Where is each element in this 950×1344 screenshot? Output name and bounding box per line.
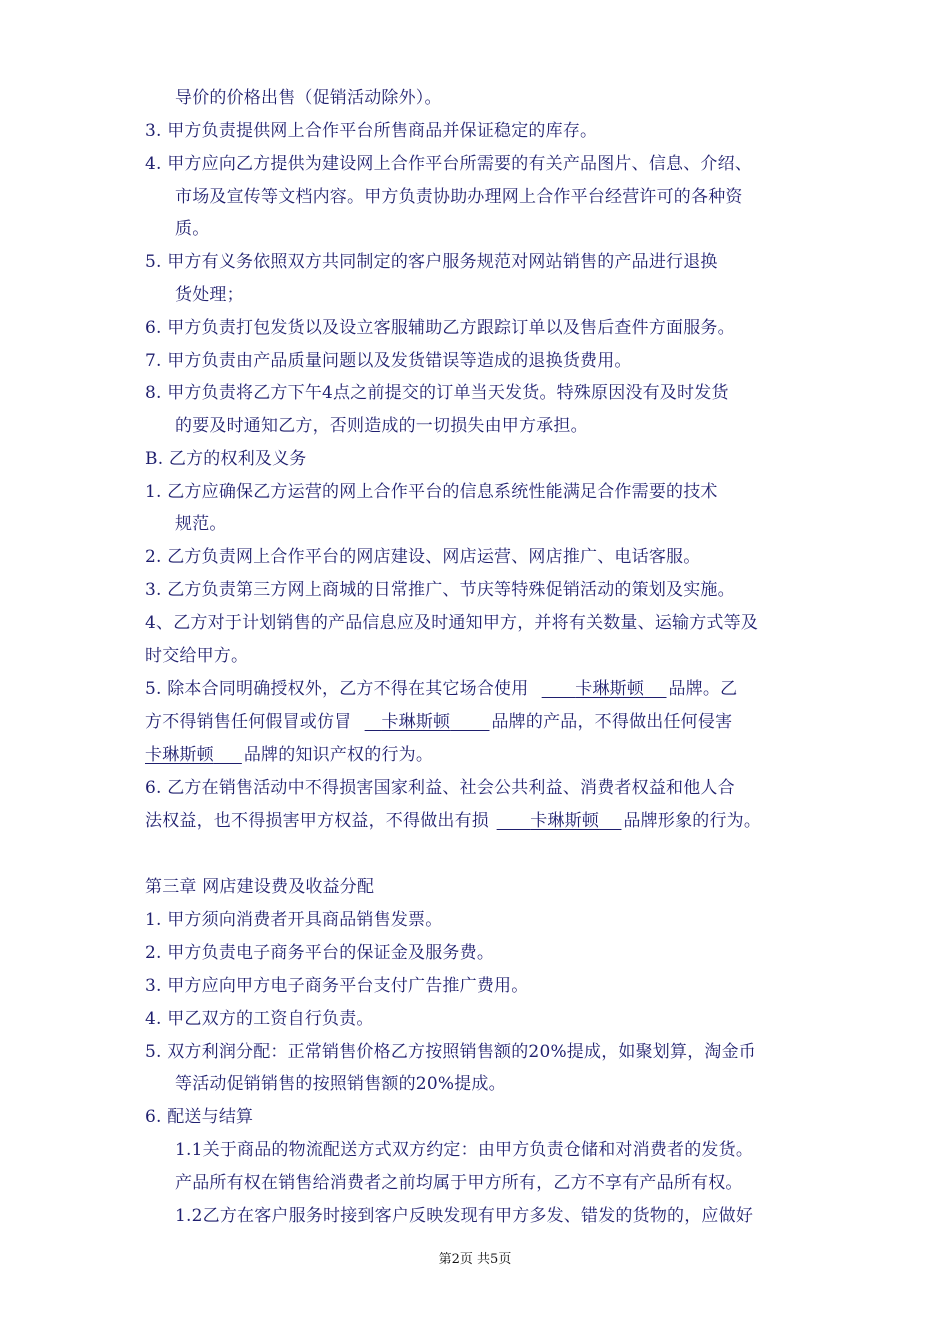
- text-segment: 法权益，也不得损害甲方权益，不得做出有损: [145, 811, 489, 831]
- text-segment: 品牌。乙: [668, 679, 738, 699]
- text-segment: 品牌的知识产权的行为。: [243, 745, 434, 765]
- text-line: 导价的价格出售（促销活动除外）。: [175, 88, 442, 108]
- text-line: 4、乙方对于计划销售的产品信息应及时通知甲方，并将有关数量、运输方式等及: [145, 613, 759, 633]
- text-line: 市场及宣传等文档内容。甲方负责协助办理网上合作平台经营许可的各种资: [175, 187, 743, 207]
- text-segment: 品牌形象的行为。: [623, 811, 762, 831]
- text-line: 1. 乙方应确保乙方运营的网上合作平台的信息系统性能满足合作需要的技术: [145, 482, 718, 502]
- text-line: 产品所有权在销售给消费者之前均属于甲方所有，乙方不享有产品所有权。: [175, 1173, 743, 1193]
- text-segment: 方不得销售任何假冒或仿冒: [145, 712, 352, 732]
- text-line: 1.1关于商品的物流配送方式双方约定：由甲方负责仓储和对消费者的发货。: [175, 1140, 754, 1160]
- text-line: 时交给甲方。: [145, 646, 249, 666]
- text-segment: 品牌的产品，不得做出任何侵害: [491, 712, 733, 732]
- text-line: 1. 甲方须向消费者开具商品销售发票。: [145, 910, 443, 930]
- text-line: 质。: [175, 219, 210, 239]
- chapter-heading: 第三章 网店建设费及收益分配: [145, 877, 375, 897]
- brand-name: 卡琳斯顿: [530, 811, 600, 831]
- text-line: 4. 甲乙双方的工资自行负责。: [145, 1009, 374, 1029]
- text-line: 3. 甲方负责提供网上合作平台所售商品并保证稳定的库存。: [145, 121, 598, 141]
- text-line: 8. 甲方负责将乙方下午4点之前提交的订单当天发货。特殊原因没有及时发货: [145, 383, 729, 403]
- text-line: 6. 配送与结算: [145, 1107, 254, 1127]
- text-line: [145, 710, 732, 734]
- text-line: 6. 乙方在销售活动中不得损害国家利益、社会公共利益、消费者权益和他人合: [145, 778, 735, 798]
- text-line: 3. 甲方应向甲方电子商务平台支付广告推广费用。: [145, 976, 529, 996]
- text-line: 2. 甲方负责电子商务平台的保证金及服务费。: [145, 943, 495, 963]
- text-line: 的要及时通知乙方，否则造成的一切损失由甲方承担。: [175, 416, 588, 436]
- text-line: 3. 乙方负责第三方网上商城的日常推广、节庆等特殊促销活动的策划及实施。: [145, 580, 735, 600]
- text-line: 7. 甲方负责由产品质量问题以及发货错误等造成的退换货费用。: [145, 351, 632, 371]
- page-footer: 第2页 共5页: [438, 1252, 512, 1267]
- text-line: 4. 甲方应向乙方提供为建设网上合作平台所需要的有关产品图片、信息、介绍、: [145, 154, 753, 174]
- section-heading: B. 乙方的权利及义务: [145, 449, 307, 469]
- text-line: 1.2乙方在客户服务时接到客户反映发现有甲方多发、错发的货物的，应做好: [175, 1206, 754, 1226]
- text-line: 等活动促销销售的按照销售额的20%提成。: [175, 1074, 506, 1094]
- text-segment: 5. 除本合同明确授权外，乙方不得在其它场合使用: [145, 679, 529, 699]
- brand-name: 卡琳斯顿: [145, 745, 214, 765]
- text-line: [145, 743, 433, 767]
- text-line: 货处理；: [175, 285, 244, 305]
- text-line: 2. 乙方负责网上合作平台的网店建设、网店运营、网店推广、电话客服。: [145, 547, 701, 567]
- text-line: 6. 甲方负责打包发货以及设立客服辅助乙方跟踪订单以及售后查件方面服务。: [145, 318, 735, 338]
- text-line: 5. 甲方有义务依照双方共同制定的客户服务规范对网站销售的产品进行退换: [145, 252, 718, 272]
- brand-name: 卡琳斯顿: [381, 712, 451, 732]
- text-line: 规范。: [175, 514, 227, 534]
- text-line: [145, 677, 737, 701]
- brand-name: 卡琳斯顿: [575, 679, 645, 699]
- text-line: 5. 双方利润分配：正常销售价格乙方按照销售额的20%提成，如聚划算，淘金币: [145, 1042, 757, 1062]
- text-line: [145, 809, 761, 833]
